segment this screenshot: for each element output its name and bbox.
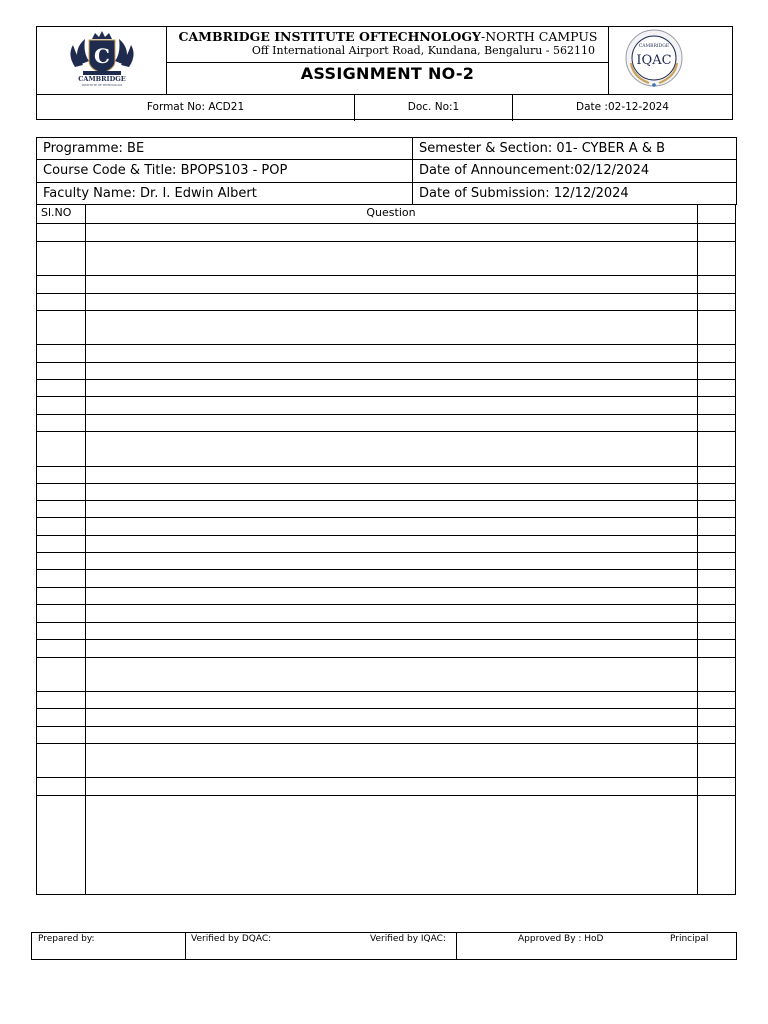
course-info-table xyxy=(36,137,737,205)
logo-subtext: INSTITUTE OF TECHNOLOGY xyxy=(81,84,123,87)
assignment-title: ASSIGNMENT NO-2 xyxy=(300,64,475,83)
logo-text: CAMBRIDGE xyxy=(78,75,126,83)
table-row-divider xyxy=(37,535,735,536)
table-row-divider xyxy=(37,587,735,588)
approved-hod-label: Approved By : HoD xyxy=(518,934,604,944)
table-row-divider xyxy=(37,293,735,294)
footer-divider xyxy=(456,933,457,959)
campus-name: -NORTH CAMPUS xyxy=(480,29,598,44)
table-row-divider xyxy=(37,483,735,484)
table-row-divider xyxy=(37,552,735,553)
semester-field: Semester & Section: 01- CYBER A & B xyxy=(413,138,737,160)
table-row-divider xyxy=(37,223,735,224)
table-row-divider xyxy=(37,275,735,276)
table-row-divider xyxy=(37,310,735,311)
info-row xyxy=(37,138,737,160)
title-cell xyxy=(167,27,608,94)
seal-inner-text: CAMBRIDGE xyxy=(638,44,670,49)
column-divider xyxy=(697,205,698,894)
table-row-divider xyxy=(37,708,735,709)
table-row-divider xyxy=(37,414,735,415)
info-row xyxy=(37,182,737,204)
table-row-divider xyxy=(37,726,735,727)
document-number: Doc. No:1 xyxy=(355,95,513,121)
column-header-question: Question xyxy=(366,206,416,219)
institute-heading xyxy=(173,29,603,44)
programme-field: Programme: BE xyxy=(37,138,413,160)
table-row-divider xyxy=(37,795,735,796)
table-row-divider xyxy=(37,777,735,778)
table-row-divider xyxy=(37,657,735,658)
info-row xyxy=(37,160,737,182)
cambridge-crest-logo xyxy=(37,27,167,94)
approval-footer xyxy=(31,932,737,960)
table-row-divider xyxy=(37,344,735,345)
format-number: Format No: ACD21 xyxy=(37,95,355,121)
table-row-divider xyxy=(37,379,735,380)
table-row-divider xyxy=(37,569,735,570)
course-field: Course Code & Title: BPOPS103 - POP xyxy=(37,160,413,182)
document-meta-row xyxy=(37,94,732,120)
verified-iqac-label: Verified by IQAC: xyxy=(370,934,446,944)
announcement-date-field: Date of Announcement:02/12/2024 xyxy=(413,160,737,182)
title-divider xyxy=(167,62,608,63)
table-row-divider xyxy=(37,517,735,518)
document-date: Date :02-12-2024 xyxy=(576,101,669,113)
svg-text:C: C xyxy=(94,44,110,68)
iqac-seal xyxy=(609,27,733,94)
table-row-divider xyxy=(37,241,735,242)
table-row-divider xyxy=(37,396,735,397)
principal-label: Principal xyxy=(670,934,709,944)
column-header-slno: Sl.NO xyxy=(41,206,72,219)
table-row-divider xyxy=(37,466,735,467)
institute-address: Off International Airport Road, Kundana, Bengaluru - 562110 xyxy=(251,44,595,57)
seal-text: IQAC xyxy=(636,53,672,68)
table-row-divider xyxy=(37,604,735,605)
prepared-by-label: Prepared by: xyxy=(38,934,95,944)
column-divider xyxy=(85,205,86,894)
footer-divider xyxy=(185,933,186,959)
table-row-divider xyxy=(37,362,735,363)
table-row-divider xyxy=(37,431,735,432)
table-row-divider xyxy=(37,500,735,501)
iqac-cell xyxy=(608,27,732,94)
faculty-field: Faculty Name: Dr. I. Edwin Albert xyxy=(37,182,413,204)
table-row-divider xyxy=(37,743,735,744)
logo-cell xyxy=(37,27,167,94)
question-table xyxy=(36,204,736,895)
verified-dqac-label: Verified by DQAC: xyxy=(191,934,272,944)
table-row-divider xyxy=(37,691,735,692)
institute-name: CAMBRIDGE INSTITUTE OFTECHNOLOGY xyxy=(178,29,481,44)
submission-date-field: Date of Submission: 12/12/2024 xyxy=(413,182,737,204)
document-header xyxy=(36,26,733,120)
table-row-divider xyxy=(37,639,735,640)
table-row-divider xyxy=(37,622,735,623)
